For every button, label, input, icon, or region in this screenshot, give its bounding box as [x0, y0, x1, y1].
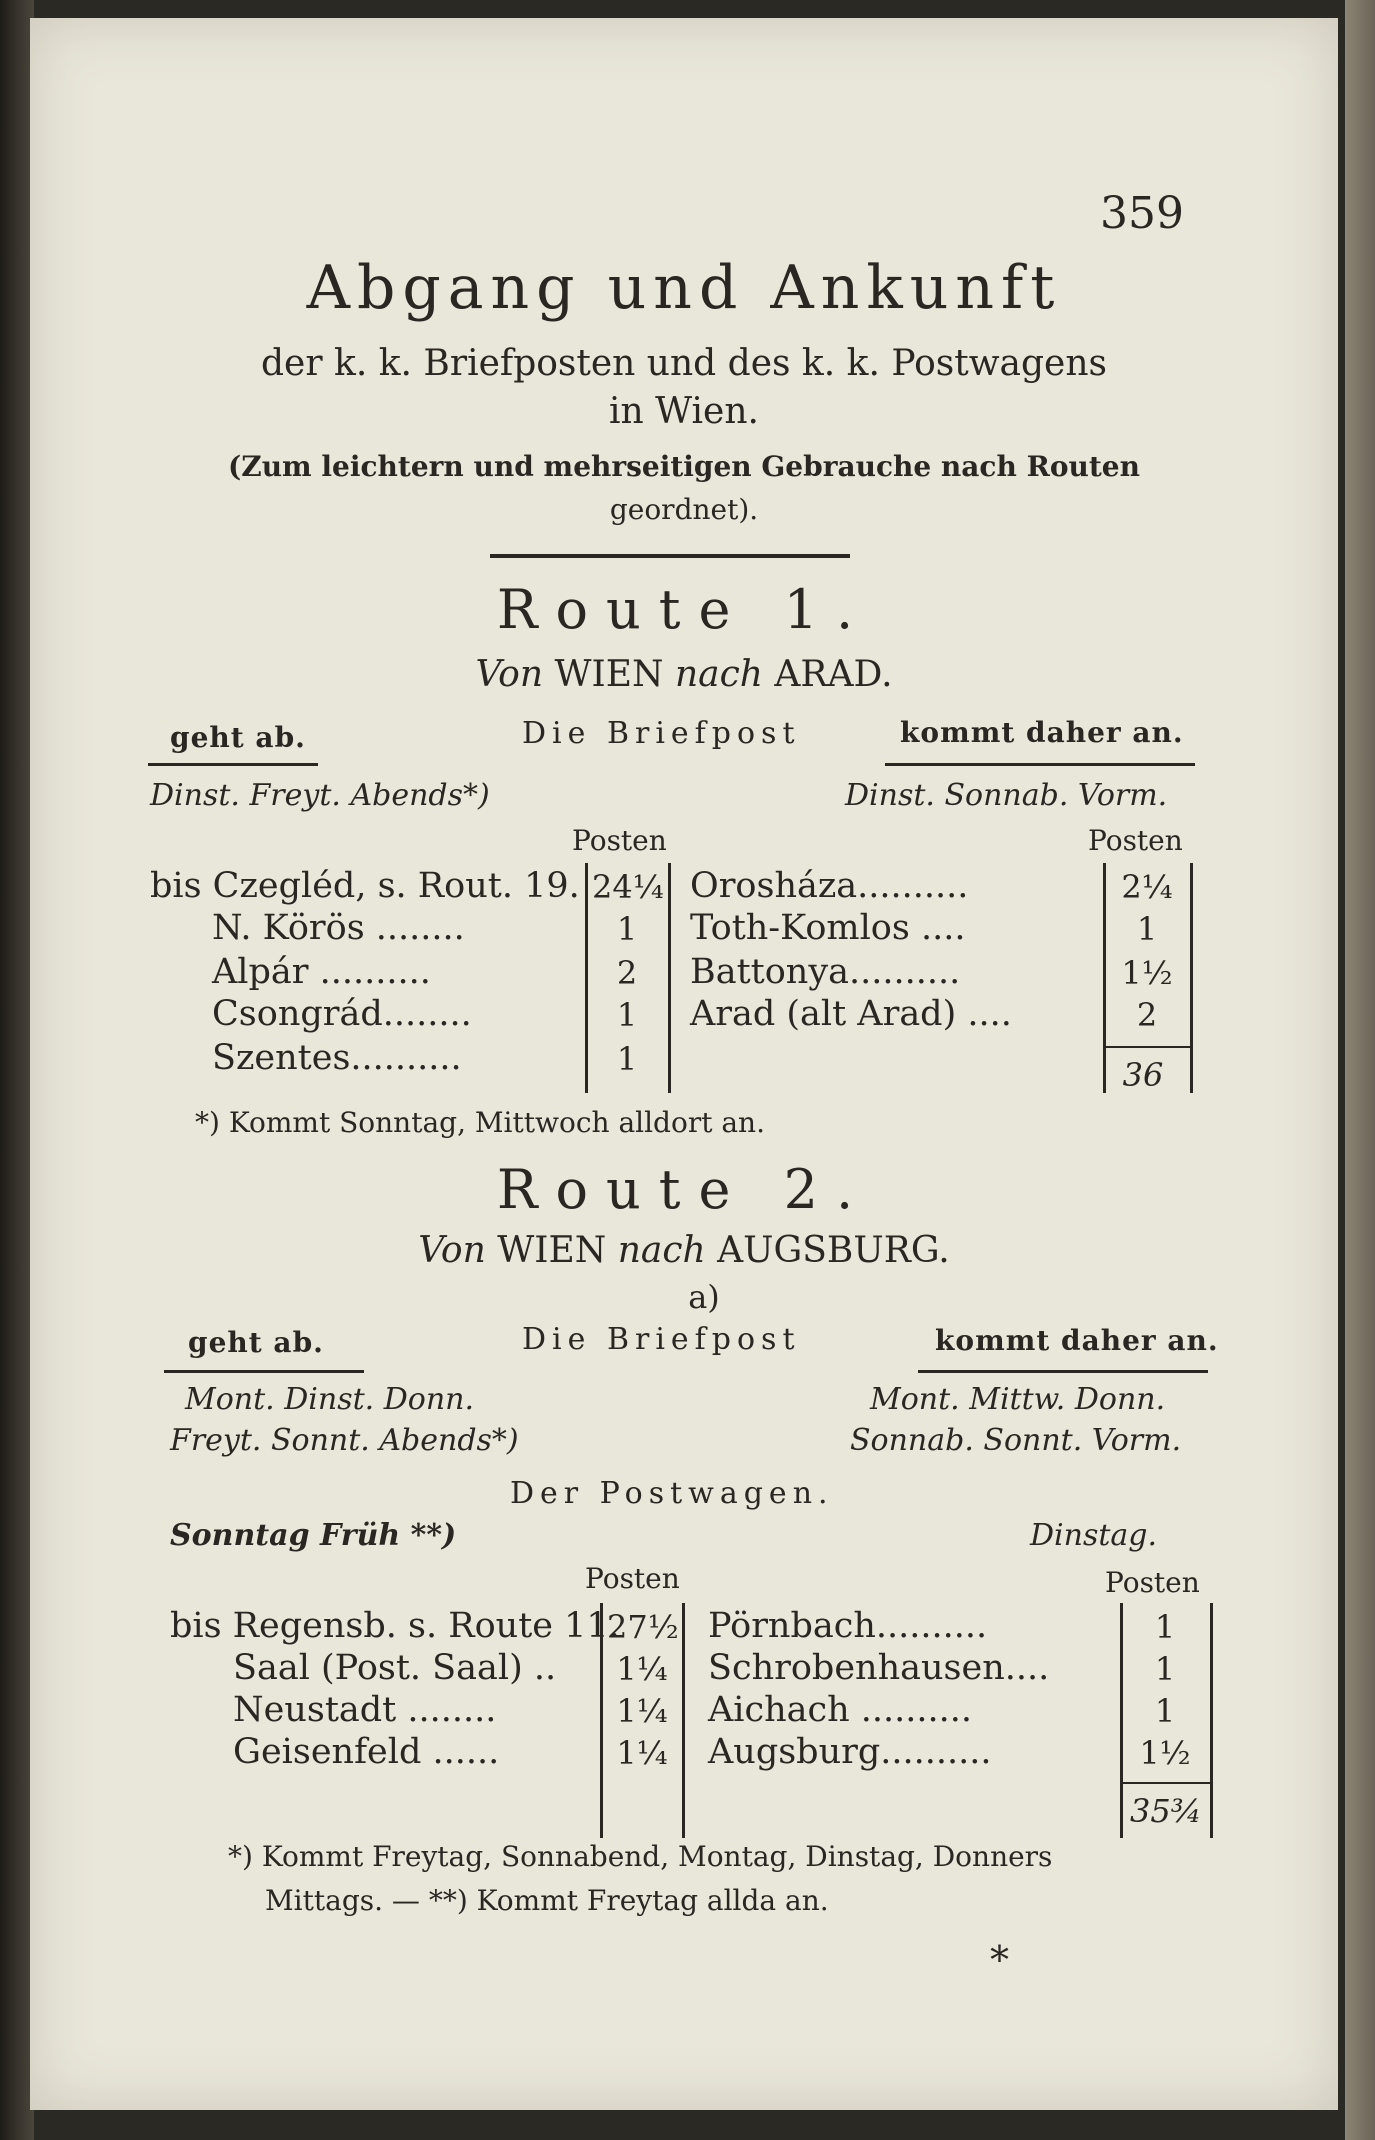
route-1-left-place-5: Szentes..........	[212, 1038, 462, 1078]
route-2-col-rule-3	[1120, 1603, 1123, 1838]
via-nach: nach	[617, 1230, 706, 1271]
via-nach: nach	[674, 654, 763, 695]
route-1-right-posts-3: 1½	[1121, 954, 1173, 992]
intro-note-line-2: geordnet).	[609, 493, 759, 526]
end-mark: *	[990, 1938, 1009, 1982]
route-1-kommt-daher: kommt daher an.	[900, 716, 1184, 749]
route-2-via	[30, 1230, 1338, 1271]
route-1-left-posts-5: 1	[616, 1040, 638, 1078]
route-2-departure-days-2: Freyt. Sonnt. Abends*)	[170, 1423, 519, 1458]
postwagen-arrival: Dinstag.	[1030, 1518, 1158, 1553]
route-1-col-rule-2	[668, 863, 671, 1093]
subtitle-line-1: der k. k. Briefposten und des k. k. Postwagens	[261, 343, 1107, 384]
route-1-left-place-4: Csongrád........	[212, 994, 472, 1034]
via-von: Von	[475, 654, 544, 695]
route-2-left-posts-2: 1¼	[616, 1650, 668, 1688]
route-1-left-place-2: N. Körös ........	[212, 908, 465, 948]
route-2-left-place-1: bis Regensb. s. Route 11.	[170, 1606, 620, 1646]
route-1-footnote: *) Kommt Sonntag, Mittwoch alldort an.	[195, 1106, 765, 1139]
postwagen-departure: Sonntag Früh **)	[170, 1518, 457, 1553]
route-2-die-briefpost: Die Briefpost	[522, 1322, 801, 1357]
route-2-total-rule	[1123, 1782, 1210, 1784]
route-1-left-place-1: bis Czegléd, s. Rout. 19.	[150, 866, 580, 906]
route-1-right-rule	[885, 763, 1195, 766]
intro-note-line-1: (Zum leichtern und mehrseitigen Gebrauche nach Routen	[228, 450, 1140, 483]
route-2-left-posts-3: 1¼	[616, 1692, 668, 1730]
route-2-posten-right: Posten	[1105, 1566, 1200, 1599]
route-2-arrival-days-2: Sonnab. Sonnt. Vorm.	[850, 1423, 1182, 1458]
route-1-posten-left: Posten	[572, 824, 667, 857]
route-1-col-rule-3	[1103, 863, 1106, 1093]
route-2-right-place-4: Augsburg..........	[708, 1732, 992, 1772]
route-2-left-place-2: Saal (Post. Saal) ..	[233, 1648, 557, 1688]
route-1-heading: Route 1.	[496, 578, 872, 641]
subtitle-line-2: in Wien.	[609, 391, 759, 432]
route-1-geht-ab: geht ab.	[170, 721, 306, 754]
route-2-departure-days-1: Mont. Dinst. Donn.	[185, 1382, 475, 1417]
route-1-left-posts-4: 1	[616, 996, 638, 1034]
route-1-left-rule	[148, 763, 318, 766]
der-postwagen: Der Postwagen.	[510, 1476, 834, 1511]
route-1-total: 36	[1122, 1056, 1164, 1094]
book-binding	[0, 0, 34, 2140]
via-to: ARAD.	[774, 654, 893, 695]
book-page	[30, 18, 1338, 2110]
route-2-left-place-4: Geisenfeld ......	[233, 1732, 500, 1772]
route-2-left-posts-1: 27½	[607, 1608, 679, 1646]
route-1-left-place-3: Alpár ..........	[212, 952, 431, 992]
route-2-col-rule-4	[1210, 1603, 1213, 1838]
route-1-left-posts-2: 1	[616, 910, 638, 948]
route-2-right-posts-2: 1	[1154, 1650, 1176, 1688]
page-edge	[1345, 0, 1375, 2140]
route-2-left-place-3: Neustadt ........	[233, 1690, 497, 1730]
route-1-right-place-2: Toth-Komlos ....	[690, 908, 966, 948]
route-2-posten-left: Posten	[585, 1562, 680, 1595]
route-1-total-rule	[1106, 1046, 1190, 1048]
route-2-left-posts-4: 1¼	[616, 1734, 668, 1772]
title-divider	[490, 554, 850, 558]
route-1-right-place-4: Arad (alt Arad) ....	[690, 994, 1012, 1034]
route-2-right-rule	[918, 1370, 1208, 1373]
route-1-right-posts-1: 2¼	[1121, 868, 1173, 906]
route-2-right-posts-1: 1	[1154, 1608, 1176, 1646]
route-1-col-rule-1	[585, 863, 588, 1093]
route-1-right-place-3: Battonya..........	[690, 952, 961, 992]
route-1-die-briefpost: Die Briefpost	[522, 716, 801, 751]
route-1-right-place-1: Orosháza..........	[690, 866, 969, 906]
route-1-departure-days: Dinst. Freyt. Abends*)	[150, 778, 490, 813]
via-von: Von	[418, 1230, 486, 1271]
route-2-total: 35¾	[1130, 1792, 1202, 1830]
route-2-kommt-daher: kommt daher an.	[935, 1324, 1219, 1357]
route-2-geht-ab: geht ab.	[188, 1326, 324, 1359]
route-2-left-rule	[164, 1370, 364, 1373]
route-1-col-rule-4	[1190, 863, 1193, 1093]
route-2-right-place-3: Aichach ..........	[708, 1690, 973, 1730]
route-2-right-posts-4: 1½	[1139, 1734, 1191, 1772]
route-2-right-posts-3: 1	[1154, 1692, 1176, 1730]
route-2-heading: Route 2.	[496, 1158, 872, 1221]
route-1-left-posts-1: 24¼	[592, 868, 664, 906]
route-1-right-posts-4: 2	[1136, 996, 1158, 1034]
route-1-via	[30, 654, 1338, 695]
route-1-posten-right: Posten	[1088, 824, 1183, 857]
route-2-sub: a)	[688, 1278, 720, 1316]
route-2-footnote-line-2: Mittags. — **) Kommt Freytag allda an.	[265, 1884, 829, 1917]
route-1-arrival-days: Dinst. Sonnab. Vorm.	[845, 778, 1168, 813]
page-title: Abgang und Ankunft	[306, 253, 1062, 323]
route-2-arrival-days-1: Mont. Mittw. Donn.	[870, 1382, 1166, 1417]
route-2-right-place-1: Pörnbach..........	[708, 1606, 988, 1646]
route-2-col-rule-2	[682, 1603, 685, 1838]
route-1-right-posts-2: 1	[1136, 910, 1158, 948]
via-to: AUGSBURG.	[717, 1230, 950, 1271]
via-from: WIEN	[497, 1230, 607, 1271]
via-from: WIEN	[554, 654, 664, 695]
route-2-footnote-line-1: *) Kommt Freytag, Sonnabend, Montag, Dinstag, Donners	[228, 1840, 1053, 1873]
page-number: 359	[1100, 188, 1184, 239]
route-2-right-place-2: Schrobenhausen....	[708, 1648, 1050, 1688]
route-1-left-posts-3: 2	[616, 954, 638, 992]
